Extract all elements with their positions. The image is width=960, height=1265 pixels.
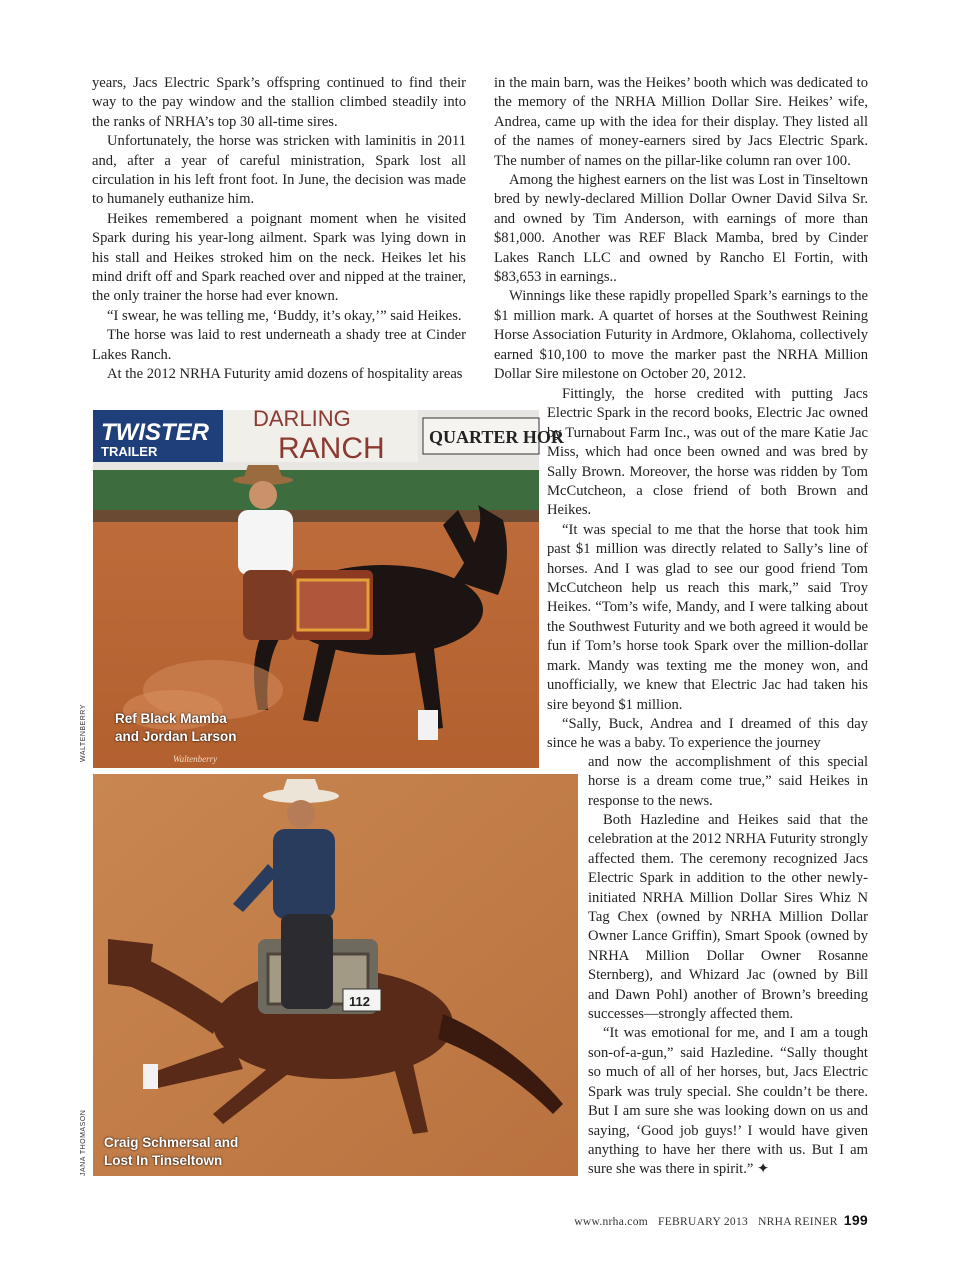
photo-caption bbox=[104, 1134, 238, 1170]
photo-credit: WALTENBERRY bbox=[80, 704, 87, 762]
exhibitor-number: 112 bbox=[349, 994, 370, 1009]
caption-line: and Jordan Larson bbox=[115, 729, 237, 744]
photographer-signature: Waltenberry bbox=[173, 754, 218, 764]
footer-issue: FEBRUARY 2013 bbox=[658, 1216, 749, 1228]
paragraph: Both Hazledine and Heikes said that the celebration at the 2012 NRHA Futurity strongly affected them. The ceremony recognized Jacs Electric Spark in addition to the other newly-initiated NRHA Million Dollar Sires Whiz N Tag Chex (owned by NRHA Million Dollar Owner Lance Griffin), Smart Spook (owned by NRHA Million Dollar Owner Rosanne Sternberg), and Whizard Jac (owned by Bill and Dawn Pohl) another of Brown’s breeding successes—strongly affected them. bbox=[588, 812, 868, 1023]
banner-text: TWISTER bbox=[101, 419, 209, 446]
page-footer bbox=[564, 1212, 868, 1228]
paragraph: Fittingly, the horse credited with putting Jacs Electric Spark in the record books, Electric Jac owned by Turnabout Farm Inc., was out of the mare Katie Jac Miss, which had once been owned and was bred by Sally Brown. Moreover, the horse was ridden by Tom McCutcheon, a close friend of both Brown and Heikes. bbox=[547, 386, 868, 519]
photo-lost-in-tinseltown bbox=[93, 774, 578, 1176]
banner-text: DARLING bbox=[253, 406, 351, 431]
photo-ref-black-mamba bbox=[93, 406, 564, 768]
right-column-top bbox=[494, 74, 868, 385]
photo-illustration bbox=[93, 774, 578, 1176]
right-column-middle bbox=[547, 385, 868, 754]
caption-line: Craig Schmersal and bbox=[104, 1135, 239, 1150]
paragraph: “It was emotional for me, and I am a tough son-of-a-gun,” said Hazledine. “Sally thought so much of all of her horses, but, Jacs Electric Spark was truly special. She couldn’t be there. But I am sure she was looking down on us and saying, ‘Good job guys!’ I would have given anything to have her there with us. But I am sure she was there in spirit.” ✦ bbox=[588, 1025, 868, 1178]
footer-magazine: NRHA REINER bbox=[758, 1216, 838, 1228]
left-column bbox=[92, 74, 466, 385]
photo-credit: JANA THOMASON bbox=[80, 1109, 87, 1176]
paragraph: in the main barn, was the Heikes’ booth which was dedicated to the memory of the NRHA Million Dollar Sire. Heikes’ wife, Andrea, came up with the idea for their display. They listed all of the names of money-earners sired by Jacs Electric Spark. The number of names on the pillar-like column ran over 100. bbox=[494, 75, 868, 169]
caption-line: Ref Black Mamba bbox=[115, 711, 227, 726]
banner-text: TRAILER bbox=[101, 444, 158, 459]
banner-text: QUARTER HOR bbox=[429, 427, 564, 447]
paragraph: Heikes remembered a poignant moment when he visited Spark during his year-long ailment. Spark was lying down in his stall and Heikes stroked him on the neck. Heikes let his mind drift off and Spark reached over and nipped at the trainer, the only trainer the horse had ever known. bbox=[92, 210, 466, 305]
paragraph: Winnings like these rapidly propelled Spark’s earnings to the $1 million mark. A quartet of horses at the Southwest Reining Horse Association Futurity in Ardmore, Oklahoma, collectively earned $10,100 to move the marker past the NRHA Million Dollar Sire milestone on October 20, 2012. bbox=[494, 288, 868, 383]
footer-url[interactable]: www.nrha.com bbox=[574, 1216, 649, 1228]
right-column-wrap bbox=[588, 753, 868, 811]
paragraph: At the 2012 NRHA Futurity amid dozens of hospitality areas bbox=[107, 366, 463, 383]
paragraph: and now the accomplishment of this special horse is a dream come true,” said Heikes in response to the news. bbox=[588, 754, 868, 809]
paragraph: “I swear, he was telling me, ‘Buddy, it’s okay,’” said Heikes. bbox=[107, 307, 462, 324]
photo-caption bbox=[115, 710, 237, 746]
paragraph: “It was special to me that the horse that took him past $1 million was directly related to Sally’s line of horses. And I was glad to see our good friend Tom McCutcheon help us reach this mark,” said Troy Heikes. “Tom’s wife, Mandy, and I were talking about the Southwest Futurity and we both agreed it would be fun if Tom’s horse took Spark over the million-dollar mark. Mandy was texting me the money won, and unofficially, we knew that Electric Jac had taken his sire beyond $1 million. bbox=[547, 521, 868, 713]
paragraph: Unfortunately, the horse was stricken with laminitis in 2011 and, after a year of careful ministration, Spark lost all circulation in his left front foot. In June, the decision was made to humanely euthanize him. bbox=[92, 133, 466, 208]
paragraph: The horse was laid to rest underneath a shady tree at Cinder Lakes Ranch. bbox=[92, 327, 466, 363]
paragraph: years, Jacs Electric Spark’s offspring continued to find their way to the pay window and the stallion climbed steadily into the ranks of NRHA’s top 30 all-time sires. bbox=[92, 75, 466, 130]
right-column-lower bbox=[588, 811, 868, 1180]
page-number: 199 bbox=[843, 1212, 868, 1228]
caption-line: Lost In Tinseltown bbox=[104, 1153, 223, 1168]
paragraph: “Sally, Buck, Andrea and I dreamed of this day since he was a baby. To experience the journey bbox=[547, 715, 868, 752]
banner-text: RANCH bbox=[278, 432, 385, 465]
paragraph: Among the highest earners on the list was Lost in Tinseltown bred by newly-declared Million Dollar Owner David Silva Sr. and owned by Tim Anderson, with earnings of more than $81,000. Another was REF Black Mamba, bred by Cinder Lakes Ranch LLC and owned by Rancho El Fortin, with $83,653 in earnings.. bbox=[494, 172, 868, 286]
